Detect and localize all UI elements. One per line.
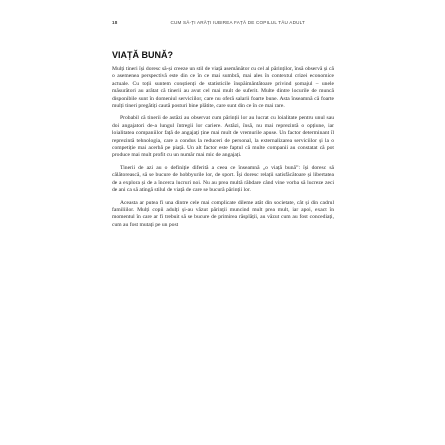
running-header (112, 20, 348, 25)
paragraph-3: Tinerii de azi au o definiție diferită a ceea ce înseamnă „o viață bună”: își doresc să călătorească, să se bucure de hobbyurile lor, de sport. Își doresc relații satisfăcătoare și libertatea de a explora și de a încerca lucruri noi. Nu au prea multă răbdare când vine vorba să lucreze zeci de ani ca să atingă stilul de viață de care se bucură părinții lor. (112, 164, 334, 194)
running-title: CUM SĂ-ȚI ARĂȚI IUBIREA FAȚĂ DE COPILUL TĂU ADULT (170, 20, 306, 25)
paragraph-4: Aceasta ar putea fi una dintre cele mai complicate dileme atât din societate, cât și din cadrul familiilor. Mulți copii adulți și-au văzut părinții muncind mult prea mult, iar apoi, exact în momentul în care ar fi trebuit să se bucure de primirea răsplății, au văzut cum au fost concediați, cum au fost mutați pe un post (112, 199, 334, 228)
section-title: VIAȚĂ BUNĂ? (112, 50, 173, 60)
page-number: 18 (112, 20, 118, 25)
body-text (112, 66, 334, 234)
paragraph-2: Probabil că tinerii de astăzi au observat cum părinții lor au lucrat cu loialitate pentru unul sau doi angajatori de-a lungul întregii lor cariere. Astăzi, însă, nu mai reprezintă o opțiune, iar loialitatea companiilor față de angajați ține mai mult de vremurile apuse. Un factor determinant îl reprezintă tehnologia, care a condus la reduceri de personal, la externalizarea serviciilor și la o competiție mai acerbă pe piață. Un alt factor este faptul că multe companii au constatat că pot produce mai mult profit cu un număr mai mic de angajați. (112, 115, 334, 159)
paragraph-1: Mulți tineri își doresc să-și creeze un stil de viață asemănător cu cel al părinților, însă observă și că o asemenea perspectivă este din ce în ce mai sumbră, mai ales în contextul crizei economice actuale. Cu toții suntem conștienți de statisticile înspăimântătoare privind șomajul – unele măsurători au arătat că tinerii au avut cel mai mult de suferit. Multe dintre locurile de muncă disponibile sunt în domeniul serviciilor, care nu oferă salarii foarte bune. Asta înseamnă că foarte mulți tineri pregătiți caută posturi bine plătite, care sunt din ce în ce mai rare. (112, 66, 334, 110)
